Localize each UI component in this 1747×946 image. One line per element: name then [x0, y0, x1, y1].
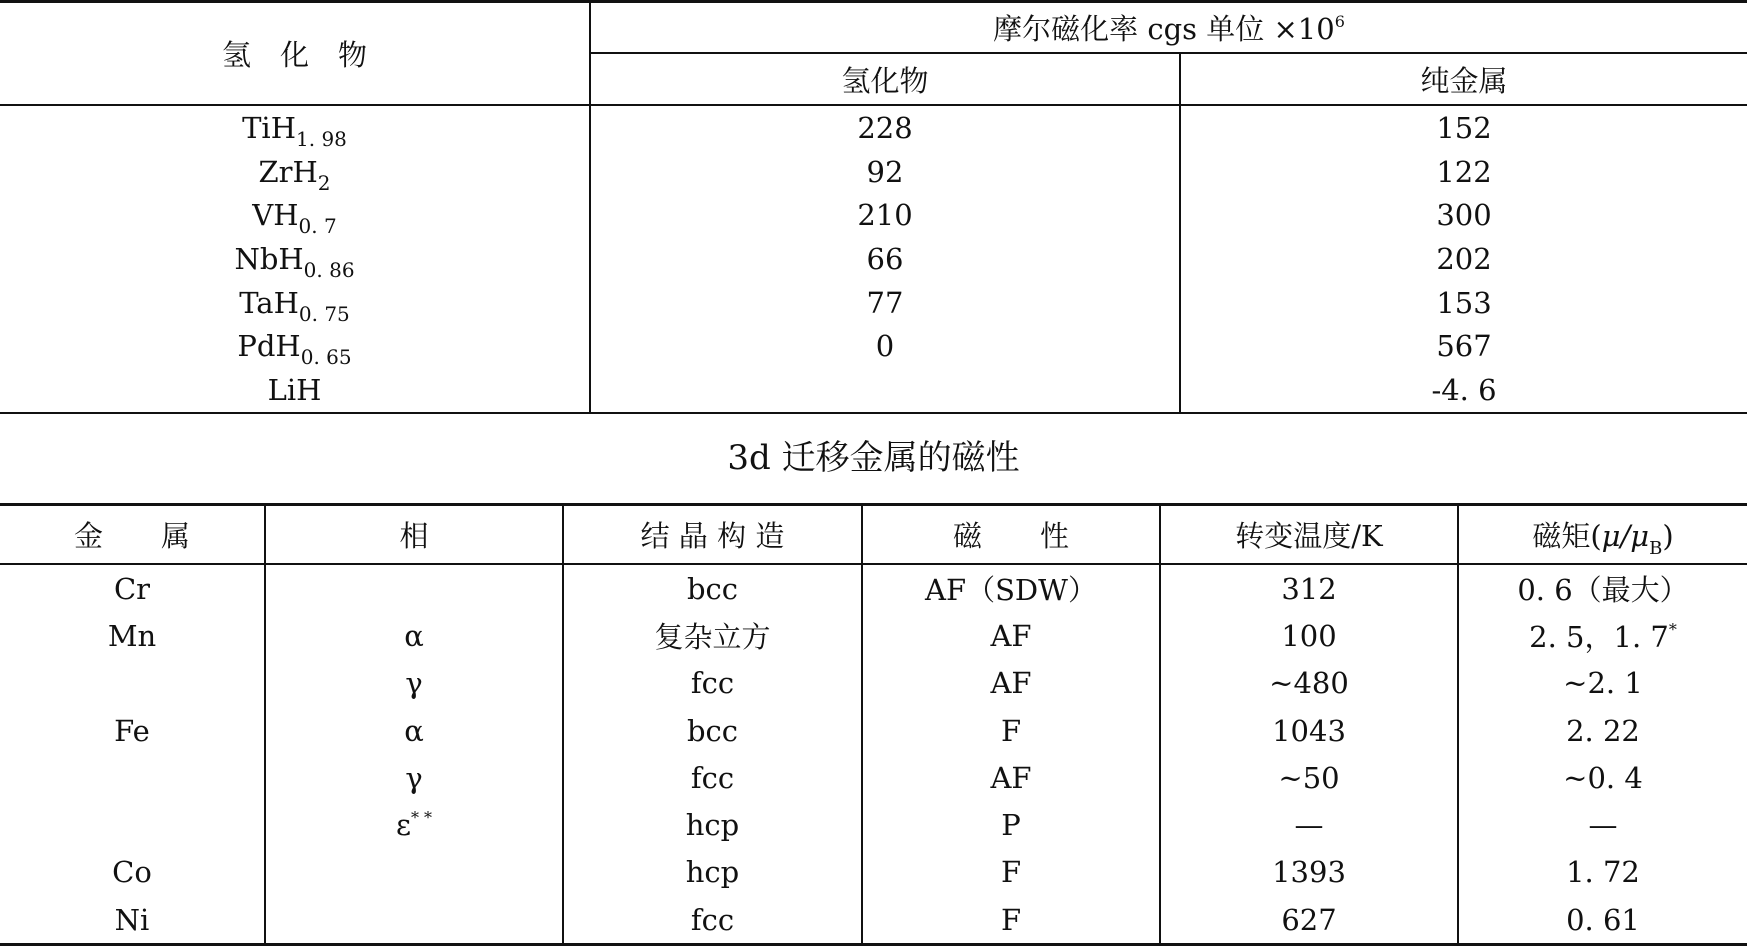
- hydride-value-cell: 92: [590, 150, 1180, 194]
- hydride-base: NbH: [234, 241, 304, 276]
- metal-value-cell: 300: [1436, 198, 1492, 233]
- table-row: [0, 281, 1747, 325]
- phase-symbol: ε: [395, 808, 411, 843]
- structure-cell: hcp: [563, 801, 862, 848]
- moment-cell: [1458, 801, 1747, 848]
- hydride-cell: [0, 281, 590, 325]
- table-row: [0, 707, 1747, 754]
- magnetism-cell: F: [862, 849, 1160, 896]
- table-row: [0, 105, 1747, 150]
- hydride-value-cell: 210: [590, 193, 1180, 237]
- table2-caption: 3d 迁移金属的磁性: [727, 438, 1020, 478]
- metal-cell: Ni: [0, 896, 265, 945]
- transition-temp-cell: 100: [1160, 612, 1458, 659]
- magnetism-cell: AF: [862, 754, 1160, 801]
- moment-cell: [1458, 660, 1747, 707]
- table-row: [0, 324, 1747, 368]
- magnetism-header: 磁 性: [862, 505, 1160, 565]
- moment-cell: [1458, 707, 1747, 754]
- hydride-cell: [0, 324, 590, 368]
- hydride-cell: [0, 368, 590, 413]
- metal-value-cell: 153: [1436, 285, 1492, 320]
- molar-susceptibility-label: 摩尔磁化率 cgs 单位 ×10: [993, 12, 1335, 46]
- phase-cell: [265, 564, 563, 612]
- moment-header-sub: B: [1649, 538, 1663, 559]
- table-row: [0, 754, 1747, 801]
- structure-cell: fcc: [563, 660, 862, 707]
- moment-value: ~0. 4: [1563, 760, 1643, 795]
- magnetism-cell: F: [862, 707, 1160, 754]
- hydride-subscript: 1. 98: [296, 126, 347, 151]
- phase-header: 相: [265, 505, 563, 565]
- hydride-base: PdH: [237, 329, 301, 364]
- metal-value-cell: 202: [1436, 241, 1492, 276]
- metal-cell: [0, 660, 265, 707]
- moment-cell: [1458, 849, 1747, 896]
- phase-symbol: α: [404, 713, 424, 748]
- structure-cell: fcc: [563, 896, 862, 945]
- moment-cell: [1458, 564, 1747, 612]
- metal-value-cell: 122: [1436, 154, 1492, 189]
- transition-temp-cell: ~50: [1160, 754, 1458, 801]
- moment-cell: [1458, 612, 1747, 659]
- table-row: [0, 368, 1747, 413]
- structure-cell: bcc: [563, 564, 862, 612]
- phase-footnote-mark: * *: [410, 808, 433, 828]
- hydride-subscript: 0. 7: [298, 214, 337, 239]
- metal-header: 金 属: [0, 505, 265, 565]
- structure-cell: fcc: [563, 754, 862, 801]
- moment-cell: [1458, 754, 1747, 801]
- moment-header-suffix: ): [1662, 519, 1674, 553]
- hydride-base: ZrH: [258, 154, 318, 189]
- hydride-column-header-label: 氢 化 物: [221, 38, 367, 72]
- moment-header-mu: μ/μ: [1601, 519, 1650, 553]
- phase-symbol: γ: [405, 760, 423, 795]
- phase-cell: [265, 707, 563, 754]
- molar-susceptibility-exponent: 6: [1334, 12, 1345, 31]
- phase-cell: [265, 801, 563, 848]
- structure-cell: 复杂立方: [563, 612, 862, 659]
- transition-temp-cell: 312: [1160, 564, 1458, 612]
- metal-cell: Cr: [0, 564, 265, 612]
- structure-cell: bcc: [563, 707, 862, 754]
- moment-header-prefix: 磁矩(: [1532, 519, 1602, 553]
- moment-value: 0. 61: [1566, 902, 1640, 937]
- table-row: [0, 612, 1747, 659]
- table-row: [0, 150, 1747, 194]
- metal-value-cell: 567: [1436, 329, 1492, 364]
- moment-value: 2. 22: [1566, 713, 1640, 748]
- hydride-cell: [0, 193, 590, 237]
- pure-metal-subheader: 纯金属: [1180, 53, 1747, 105]
- moment-value: ~2. 1: [1563, 666, 1643, 701]
- magnetism-cell: F: [862, 896, 1160, 945]
- metal-cell: [0, 801, 265, 848]
- magnetism-cell: AF: [862, 660, 1160, 707]
- table-row: [0, 660, 1747, 707]
- table-row: [0, 237, 1747, 281]
- transition-temp-cell: 1043: [1160, 707, 1458, 754]
- hydride-subscript: 0. 86: [303, 257, 355, 282]
- hydride-value-cell: 66: [590, 237, 1180, 281]
- 3d-metal-magnetism-table: [0, 503, 1747, 946]
- table-row: [0, 564, 1747, 612]
- phase-cell: [265, 896, 563, 945]
- hydride-value-cell: 228: [590, 105, 1180, 150]
- hydride-base: VH: [252, 198, 299, 233]
- phase-symbol: α: [404, 618, 424, 653]
- phase-symbol: γ: [405, 666, 423, 701]
- transition-temp-cell: ~480: [1160, 660, 1458, 707]
- hydride-subscript: 2: [317, 170, 331, 195]
- hydride-value-cell: 0: [590, 324, 1180, 368]
- moment-value: 0. 6（最大）: [1517, 573, 1689, 608]
- table-row: [0, 801, 1747, 848]
- hydride-base: LiH: [267, 372, 322, 407]
- hydride-cell: [0, 150, 590, 194]
- hydride-value-cell: 77: [590, 281, 1180, 325]
- transition-temp-cell: 1393: [1160, 849, 1458, 896]
- magnetism-cell: P: [862, 801, 1160, 848]
- hydride-subscript: 0. 75: [298, 301, 350, 326]
- transition-temp-cell: —: [1160, 801, 1458, 848]
- hydride-column-header: [0, 2, 590, 106]
- moment-value: 2. 5，1. 7: [1529, 620, 1669, 655]
- crystal-structure-header: 结 晶 构 造: [563, 505, 862, 565]
- hydride-subscript: 0. 65: [300, 345, 352, 370]
- phase-cell: [265, 660, 563, 707]
- hydride-base: TaH: [239, 285, 299, 320]
- phase-cell: [265, 754, 563, 801]
- metal-cell: [0, 754, 265, 801]
- magnetism-cell: AF（SDW）: [862, 564, 1160, 612]
- hydride-susceptibility-table: [0, 0, 1747, 414]
- transition-temp-header: 转变温度/K: [1160, 505, 1458, 565]
- molar-susceptibility-header: [590, 2, 1747, 54]
- hydride-cell: [0, 105, 590, 150]
- hydride-value-cell: [590, 368, 1180, 413]
- moment-value: 1. 72: [1566, 855, 1640, 890]
- hydride-subheader: 氢化物: [590, 53, 1180, 105]
- metal-value-cell: 152: [1436, 110, 1492, 145]
- moment-footnote-mark: *: [1668, 620, 1677, 640]
- metal-cell: Fe: [0, 707, 265, 754]
- table-row: [0, 193, 1747, 237]
- magnetism-cell: AF: [862, 612, 1160, 659]
- structure-cell: hcp: [563, 849, 862, 896]
- table-row: [0, 896, 1747, 945]
- moment-cell: [1458, 896, 1747, 945]
- transition-temp-cell: 627: [1160, 896, 1458, 945]
- table-row: [0, 849, 1747, 896]
- metal-value-cell: -4. 6: [1180, 368, 1747, 413]
- metal-cell: Co: [0, 849, 265, 896]
- phase-cell: [265, 612, 563, 659]
- phase-cell: [265, 849, 563, 896]
- hydride-cell: [0, 237, 590, 281]
- moment-value: —: [1588, 808, 1618, 843]
- hydride-base: TiH: [242, 110, 297, 145]
- magnetic-moment-header: [1458, 505, 1747, 565]
- metal-cell: Mn: [0, 612, 265, 659]
